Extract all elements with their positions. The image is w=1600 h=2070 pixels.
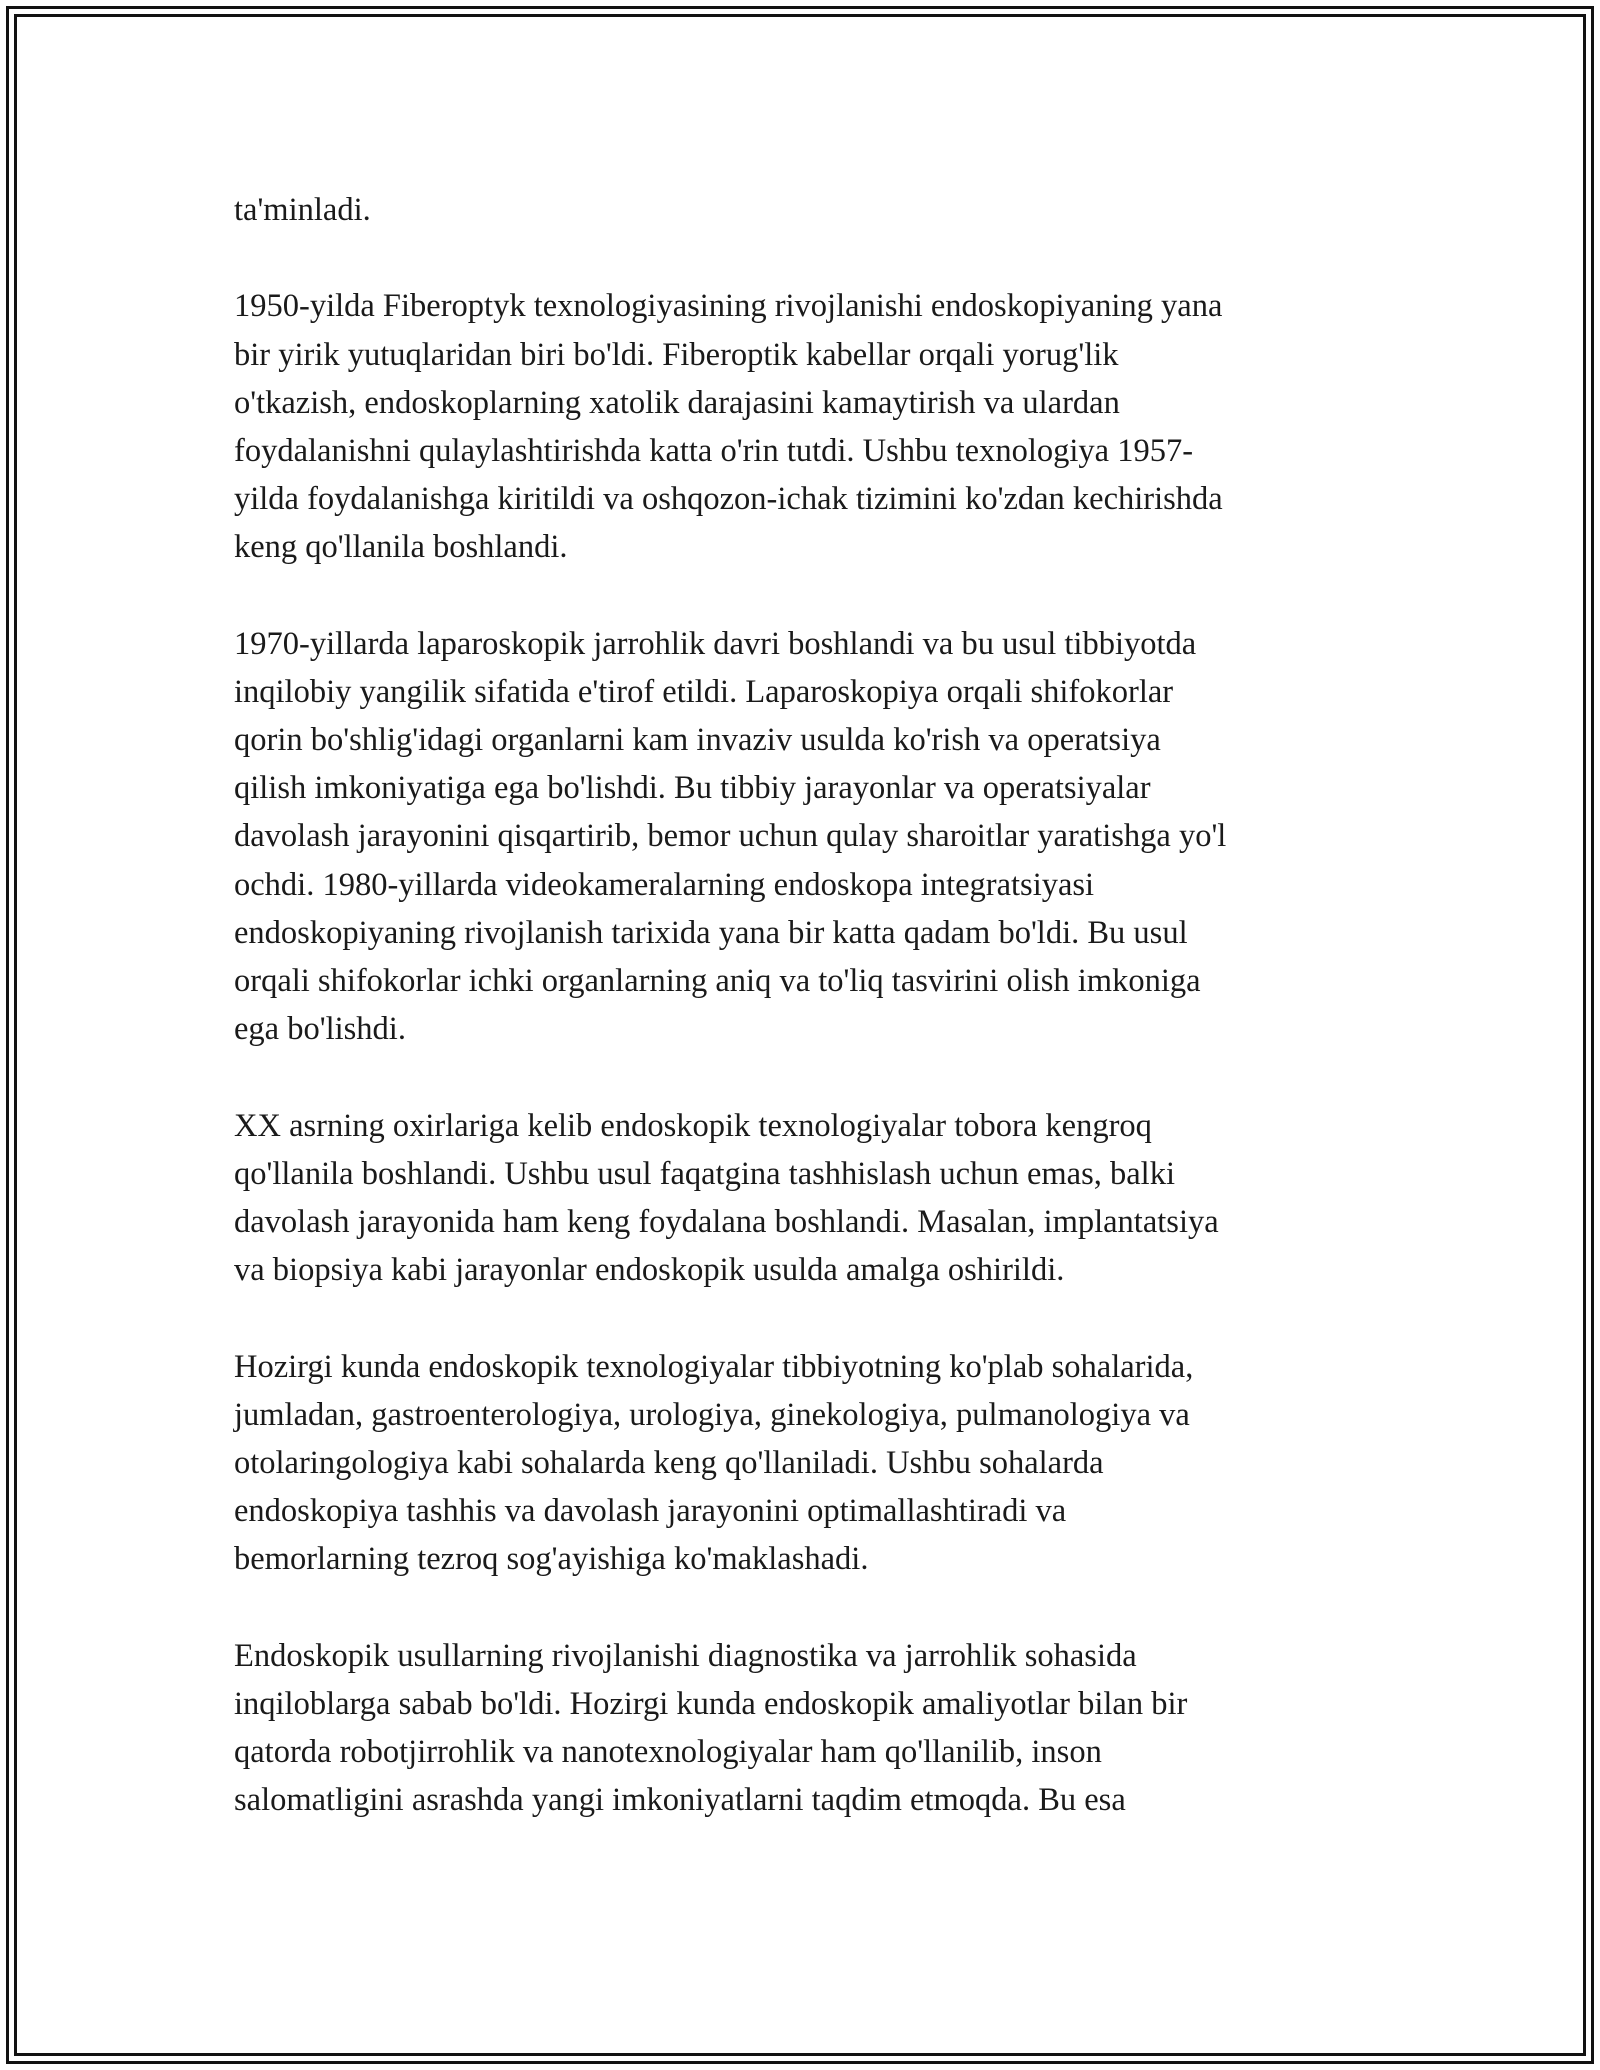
- paragraph-6: [234, 1632, 1364, 1825]
- text-line: otolaringologiya kabi sohalarda keng qo'llaniladi. Ushbu sohalarda: [234, 1444, 1104, 1481]
- text-line: qorin bo'shlig'idagi organlarni kam invaziv usulda ko'rish va operatsiya: [234, 722, 1161, 759]
- text-line: keng qo'llanila boshlandi.: [234, 529, 568, 566]
- text-line: ochdi. 1980-yillarda videokameralarning endoskopa integratsiyasi: [234, 866, 1095, 903]
- text-line: jumladan, gastroenterologiya, urologiya, ginekologiya, pulmanologiya va: [234, 1396, 1190, 1433]
- text-line: davolash jarayonini qisqartirib, bemor uchun qulay sharoitlar yaratishga yo'l: [234, 818, 1227, 855]
- text-line: o'tkazish, endoskoplarning xatolik darajasini kamaytirish va ulardan: [234, 384, 1120, 421]
- text-line: inqiloblarga sabab bo'ldi. Hozirgi kunda endoskopik amaliyotlar bilan bir: [234, 1685, 1188, 1722]
- document-body: [234, 186, 1364, 1873]
- text-line: 1950-yilda Fiberoptyk texnologiyasining rivojlanishi endoskopiyaning yana: [234, 288, 1223, 325]
- text-line: Endoskopik usullarning rivojlanishi diagnostika va jarrohlik sohasida: [234, 1637, 1137, 1674]
- paragraph-1: [234, 186, 1364, 234]
- paragraph-2: [234, 282, 1364, 571]
- text-line: salomatligini asrashda yangi imkoniyatlarni taqdim etmoqda. Bu esa: [234, 1782, 1126, 1819]
- text-line: orqali shifokorlar ichki organlarning aniq va to'liq tasvirini olish imkoniga: [234, 963, 1201, 999]
- text-line: bemorlarning tezroq sog'ayishiga ko'maklashadi.: [234, 1541, 869, 1578]
- paragraph-5: [234, 1343, 1364, 1584]
- text-line: endoskopiyaning rivojlanish tarixida yana bir katta qadam bo'ldi. Bu usul: [234, 914, 1188, 951]
- text-line: va biopsiya kabi jarayonlar endoskopik usulda amalga oshirildi.: [234, 1252, 1065, 1289]
- text-line: ta'minladi.: [234, 192, 371, 228]
- text-line: foydalanishni qulaylashtirishda katta o'rin tutdi. Ushbu texnologiya 1957-: [234, 432, 1194, 469]
- text-line: qo'llanila boshlandi. Ushbu usul faqatgina tashhislash uchun emas, balki: [234, 1155, 1175, 1192]
- text-line: qilish imkoniyatiga ega bo'lishdi. Bu tibbiy jarayonlar va operatsiyalar: [234, 770, 1151, 807]
- text-line: XX asrning oxirlariga kelib endoskopik texnologiyalar tobora kengroq: [234, 1107, 1152, 1144]
- text-line: inqilobiy yangilik sifatida e'tirof etildi. Laparoskopiya orqali shifokorlar: [234, 673, 1174, 710]
- text-line: ega bo'lishdi.: [234, 1011, 406, 1048]
- text-line: bir yirik yutuqlaridan biri bo'ldi. Fiberoptik kabellar orqali yorug'lik: [234, 336, 1119, 373]
- paragraph-3: [234, 620, 1364, 1054]
- text-line: davolash jarayonida ham keng foydalana boshlandi. Masalan, implantatsiya: [234, 1203, 1219, 1240]
- text-line: qatorda robotjirrohlik va nanotexnologiyalar ham qo'llanilib, inson: [234, 1734, 1102, 1770]
- text-line: Hozirgi kunda endoskopik texnologiyalar tibbiyotning ko'plab sohalarida,: [234, 1348, 1194, 1385]
- text-line: yilda foydalanishga kiritildi va oshqozon-ichak tizimini ko'zdan kechirishda: [234, 481, 1223, 518]
- text-line: 1970-yillarda laparoskopik jarrohlik davri boshlandi va bu usul tibbiyotda: [234, 625, 1197, 662]
- text-line: endoskopiya tashhis va davolash jarayonini optimallashtiradi va: [234, 1493, 1067, 1530]
- paragraph-4: [234, 1102, 1364, 1295]
